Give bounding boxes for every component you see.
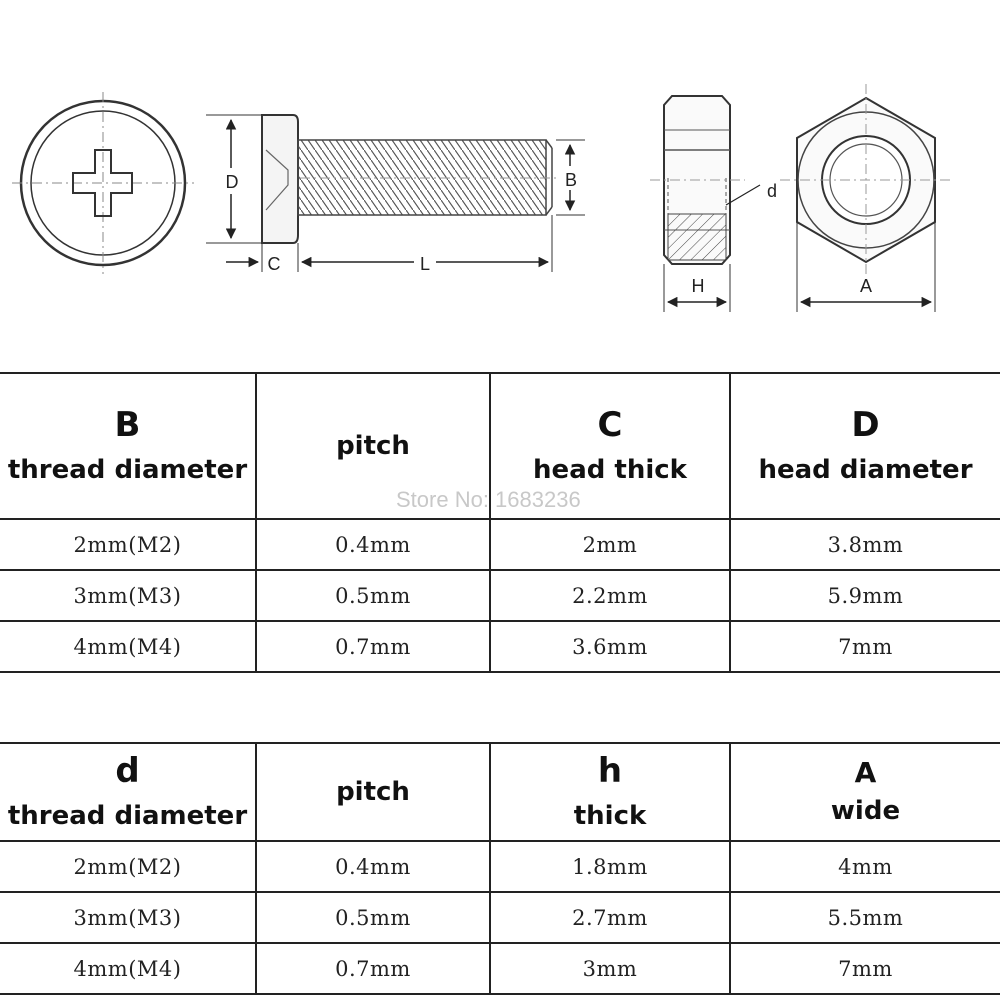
label-C: C [267,254,281,274]
header-head-diameter [730,373,1000,519]
table-cell: 7mm [730,943,1000,994]
table-cell: 5.5mm [730,892,1000,943]
table-row [0,621,1000,672]
store-watermark: Store No: 1683236 [396,487,581,512]
label-L: L [419,254,431,274]
label-d: d [766,181,778,201]
table-row [0,570,1000,621]
table-cell: 0.7mm [256,621,490,672]
header-letter: d [115,751,140,791]
table-row [0,943,1000,994]
table-cell: 2.7mm [490,892,730,943]
table-cell: 1.8mm [490,841,730,892]
screw-head-top-view [12,92,194,274]
table-cell: 3mm(M3) [0,570,256,621]
header-text: thread diameter [7,801,248,832]
table-cell: 0.4mm [256,519,490,570]
header-letter: B [114,405,141,445]
nut-side-view [650,96,777,312]
header-wide [730,743,1000,841]
table-cell: 7mm [730,621,1000,672]
nut-front-view [780,84,952,312]
header-text: pitch [336,776,410,807]
header-letter: C [597,405,623,445]
header-text: thread diameter [7,455,248,486]
table-cell: 2mm(M2) [0,519,256,570]
table-cell: 0.7mm [256,943,490,994]
screw-nut-diagram [0,0,1000,360]
table-cell: 3mm [490,943,730,994]
screw-side-view [262,115,560,243]
header-thick [490,743,730,841]
header-letter: h [597,751,623,791]
table-cell: 2.2mm [490,570,730,621]
table-row [0,519,1000,570]
table-cell: 4mm [730,841,1000,892]
nut-spec-table [0,742,1000,995]
table-cell: 5.9mm [730,570,1000,621]
table-cell: 3.8mm [730,519,1000,570]
table-cell: 3mm(M3) [0,892,256,943]
header-pitch [256,743,490,841]
header-thread-diameter [0,743,256,841]
table-cell: 0.5mm [256,892,490,943]
table-cell: 0.5mm [256,570,490,621]
table-cell: 4mm(M4) [0,621,256,672]
table-row [0,841,1000,892]
header-text: thick [573,801,647,832]
table-cell: 2mm(M2) [0,841,256,892]
table-cell: 3.6mm [490,621,730,672]
label-A: A [859,276,873,296]
label-D: D [225,172,239,192]
header-thread-diameter [0,373,256,519]
header-text: pitch [336,430,410,461]
header-text: wide [830,796,901,827]
header-text: head thick [533,455,687,486]
label-B: B [564,170,578,190]
header-text: head diameter [758,455,973,486]
header-letter: D [851,405,880,445]
table-row [0,892,1000,943]
table-cell: 4mm(M4) [0,943,256,994]
table-header-row [0,743,1000,841]
table-cell: 0.4mm [256,841,490,892]
table-cell: 2mm [490,519,730,570]
header-letter: A [854,756,877,790]
label-H: H [691,276,705,296]
screw-spec-table [0,372,1000,673]
